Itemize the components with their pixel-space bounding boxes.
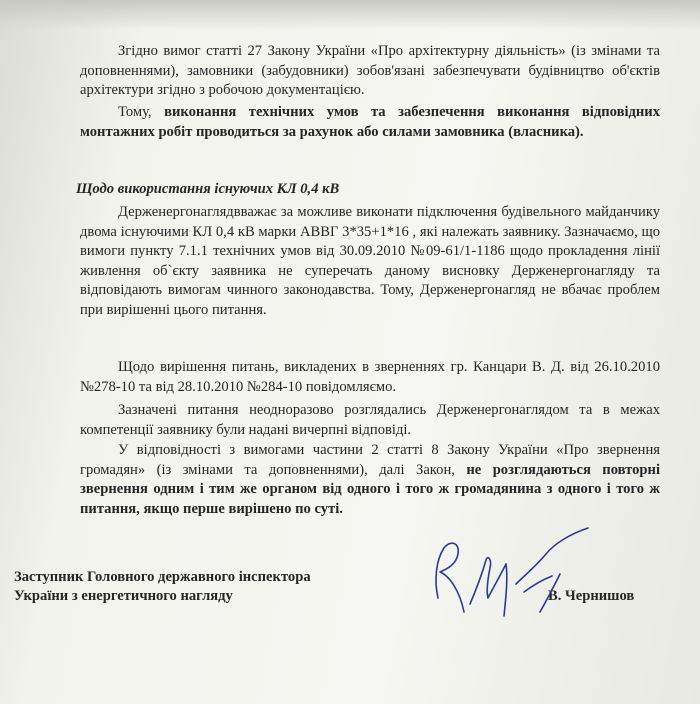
signatory-position-line1 <box>14 568 414 587</box>
signatory-name-text: В. Чернишов <box>548 588 635 604</box>
paragraph-conclusion-customer <box>80 103 660 142</box>
signatory-position-line2 <box>14 587 414 606</box>
paragraph-cable-connection <box>80 203 660 321</box>
paragraph-appeals-reference-text: Щодо вирішення питань, викладених в зверненнях гр. Канцари В. Д. від 26.10.2010 №278-10 та від 28.10.2010 №284-10 повідомляємо. <box>80 359 660 395</box>
paragraph-architecture-law <box>80 42 660 101</box>
paragraph-architecture-law-text: Згідно вимог статті 27 Закону України «Про архітектурну діяльність» (із змінами та доповненнями), замовники (забудовники) зобов'язані забезпечувати будівництво об'єктів архітектури згідно з робочою документацією. <box>80 43 660 99</box>
page-top-edge-shadow <box>0 0 700 30</box>
paragraph-cable-connection-text: Держенергонаглядвважає за можливе виконати підключення будівельного майданчику двома існуючими КЛ 0,4 кВ марки АВВГ 3*35+1*16 , які належать заявнику. Зазначаємо, що вимоги пункту 7.1.1 технічних умов від 30.09.2010 №09-61/1-1186 щодо прокладення лінії живлення об`єкту заявника не суперечать даному висновку Держенергонагляду та відповідають вимогам чинного законодавства. Тому, Держенергонагляд не вбачає проблем при вирішенні цього питання. <box>80 204 660 318</box>
paragraph-appeals-reference <box>80 358 660 397</box>
section-heading-existing-cables <box>76 180 576 200</box>
paragraph-repeated-appeals-bold: не розглядаються повторні звернення одним і тим же органом від одного і того ж громадянина з одного і того ж питання, якщо перше вирішено по суті. <box>80 461 660 517</box>
paragraph-conclusion-prefix: Тому, <box>118 104 165 120</box>
signatory-position-line1-text: Заступник Головного державного інспектора <box>14 569 311 585</box>
paragraph-conclusion-bold: виконання технічних умов та забезпечення виконання відповідних монтажних робіт проводиться за рахунок або силами замовника (власника). <box>80 104 661 140</box>
paragraph-issues-reviewed <box>80 401 660 440</box>
handwritten-signature <box>420 520 620 630</box>
paragraph-issues-reviewed-text: Зазначені питання неодноразово розглядались Держенергонаглядом та в межах компетенції заявнику були надані вичерпні відповіді. <box>80 402 660 438</box>
signatory-position-line2-text: України з енергетичного нагляду <box>14 588 233 604</box>
paragraph-repeated-appeals-prefix: У відповідності з вимогами частини 2 статті 8 Закону України «Про звернення громадян» (із змінами та доповненнями), далі Закон, <box>80 442 660 478</box>
section-heading-text: Щодо використання існуючих КЛ 0,4 кВ <box>76 181 340 197</box>
paragraph-repeated-appeals <box>80 441 660 519</box>
